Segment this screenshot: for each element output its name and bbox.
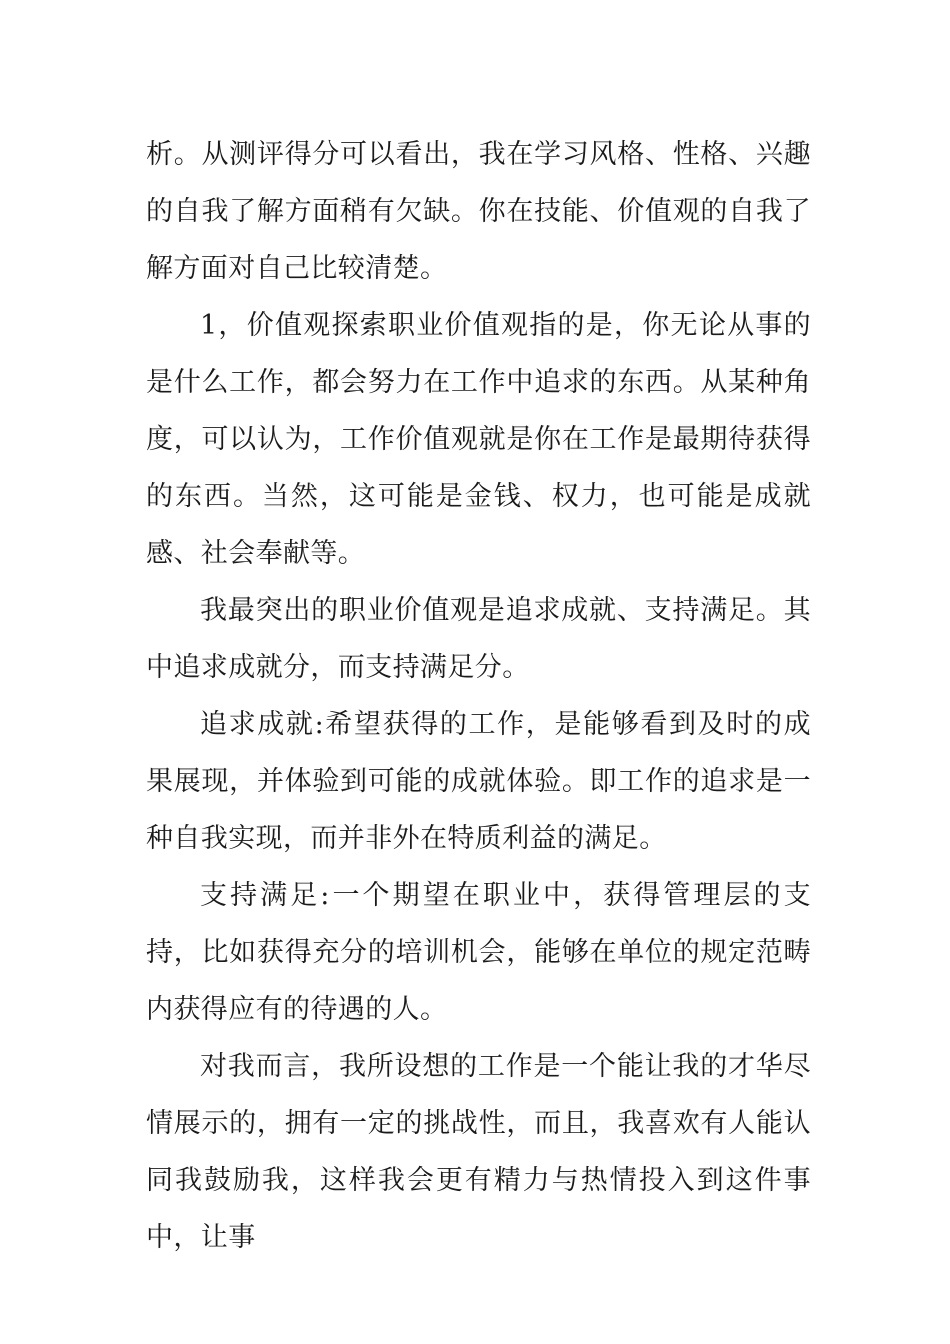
paragraph-achievement: 追求成就:希望获得的工作，是能够看到及时的成果展现，并体验到可能的成就体验。即工作的追求是一种自我实现，而并非外在特质利益的满足。 — [146, 709, 811, 854]
paragraph-support: 支持满足:一个期望在职业中，获得管理层的支持，比如获得充分的培训机会，能够在单位的规定范畴内获得应有的待遇的人。 — [146, 880, 811, 1025]
body-text — [146, 126, 811, 1266]
paragraph-top-values: 我最突出的职业价值观是追求成就、支持满足。其中追求成就分，而支持满足分。 — [146, 595, 811, 683]
paragraph-values-exploration: 1，价值观探索职业价值观指的是，你无论从事的是什么工作，都会努力在工作中追求的东西。从某种角度，可以认为，工作价值观就是你在工作是最期待获得的东西。当然，这可能是金钱、权力，也可能是成就感、社会奉献等。 — [146, 310, 811, 569]
paragraph-ideal-job: 对我而言，我所设想的工作是一个能让我的才华尽情展示的，拥有一定的挑战性，而且，我喜欢有人能认同我鼓励我，这样我会更有精力与热情投入到这件事中，让事 — [146, 1051, 811, 1253]
paragraph-continuation: 析。从测评得分可以看出，我在学习风格、性格、兴趣的自我了解方面稍有欠缺。你在技能、价值观的自我了解方面对自己比较清楚。 — [146, 139, 811, 284]
